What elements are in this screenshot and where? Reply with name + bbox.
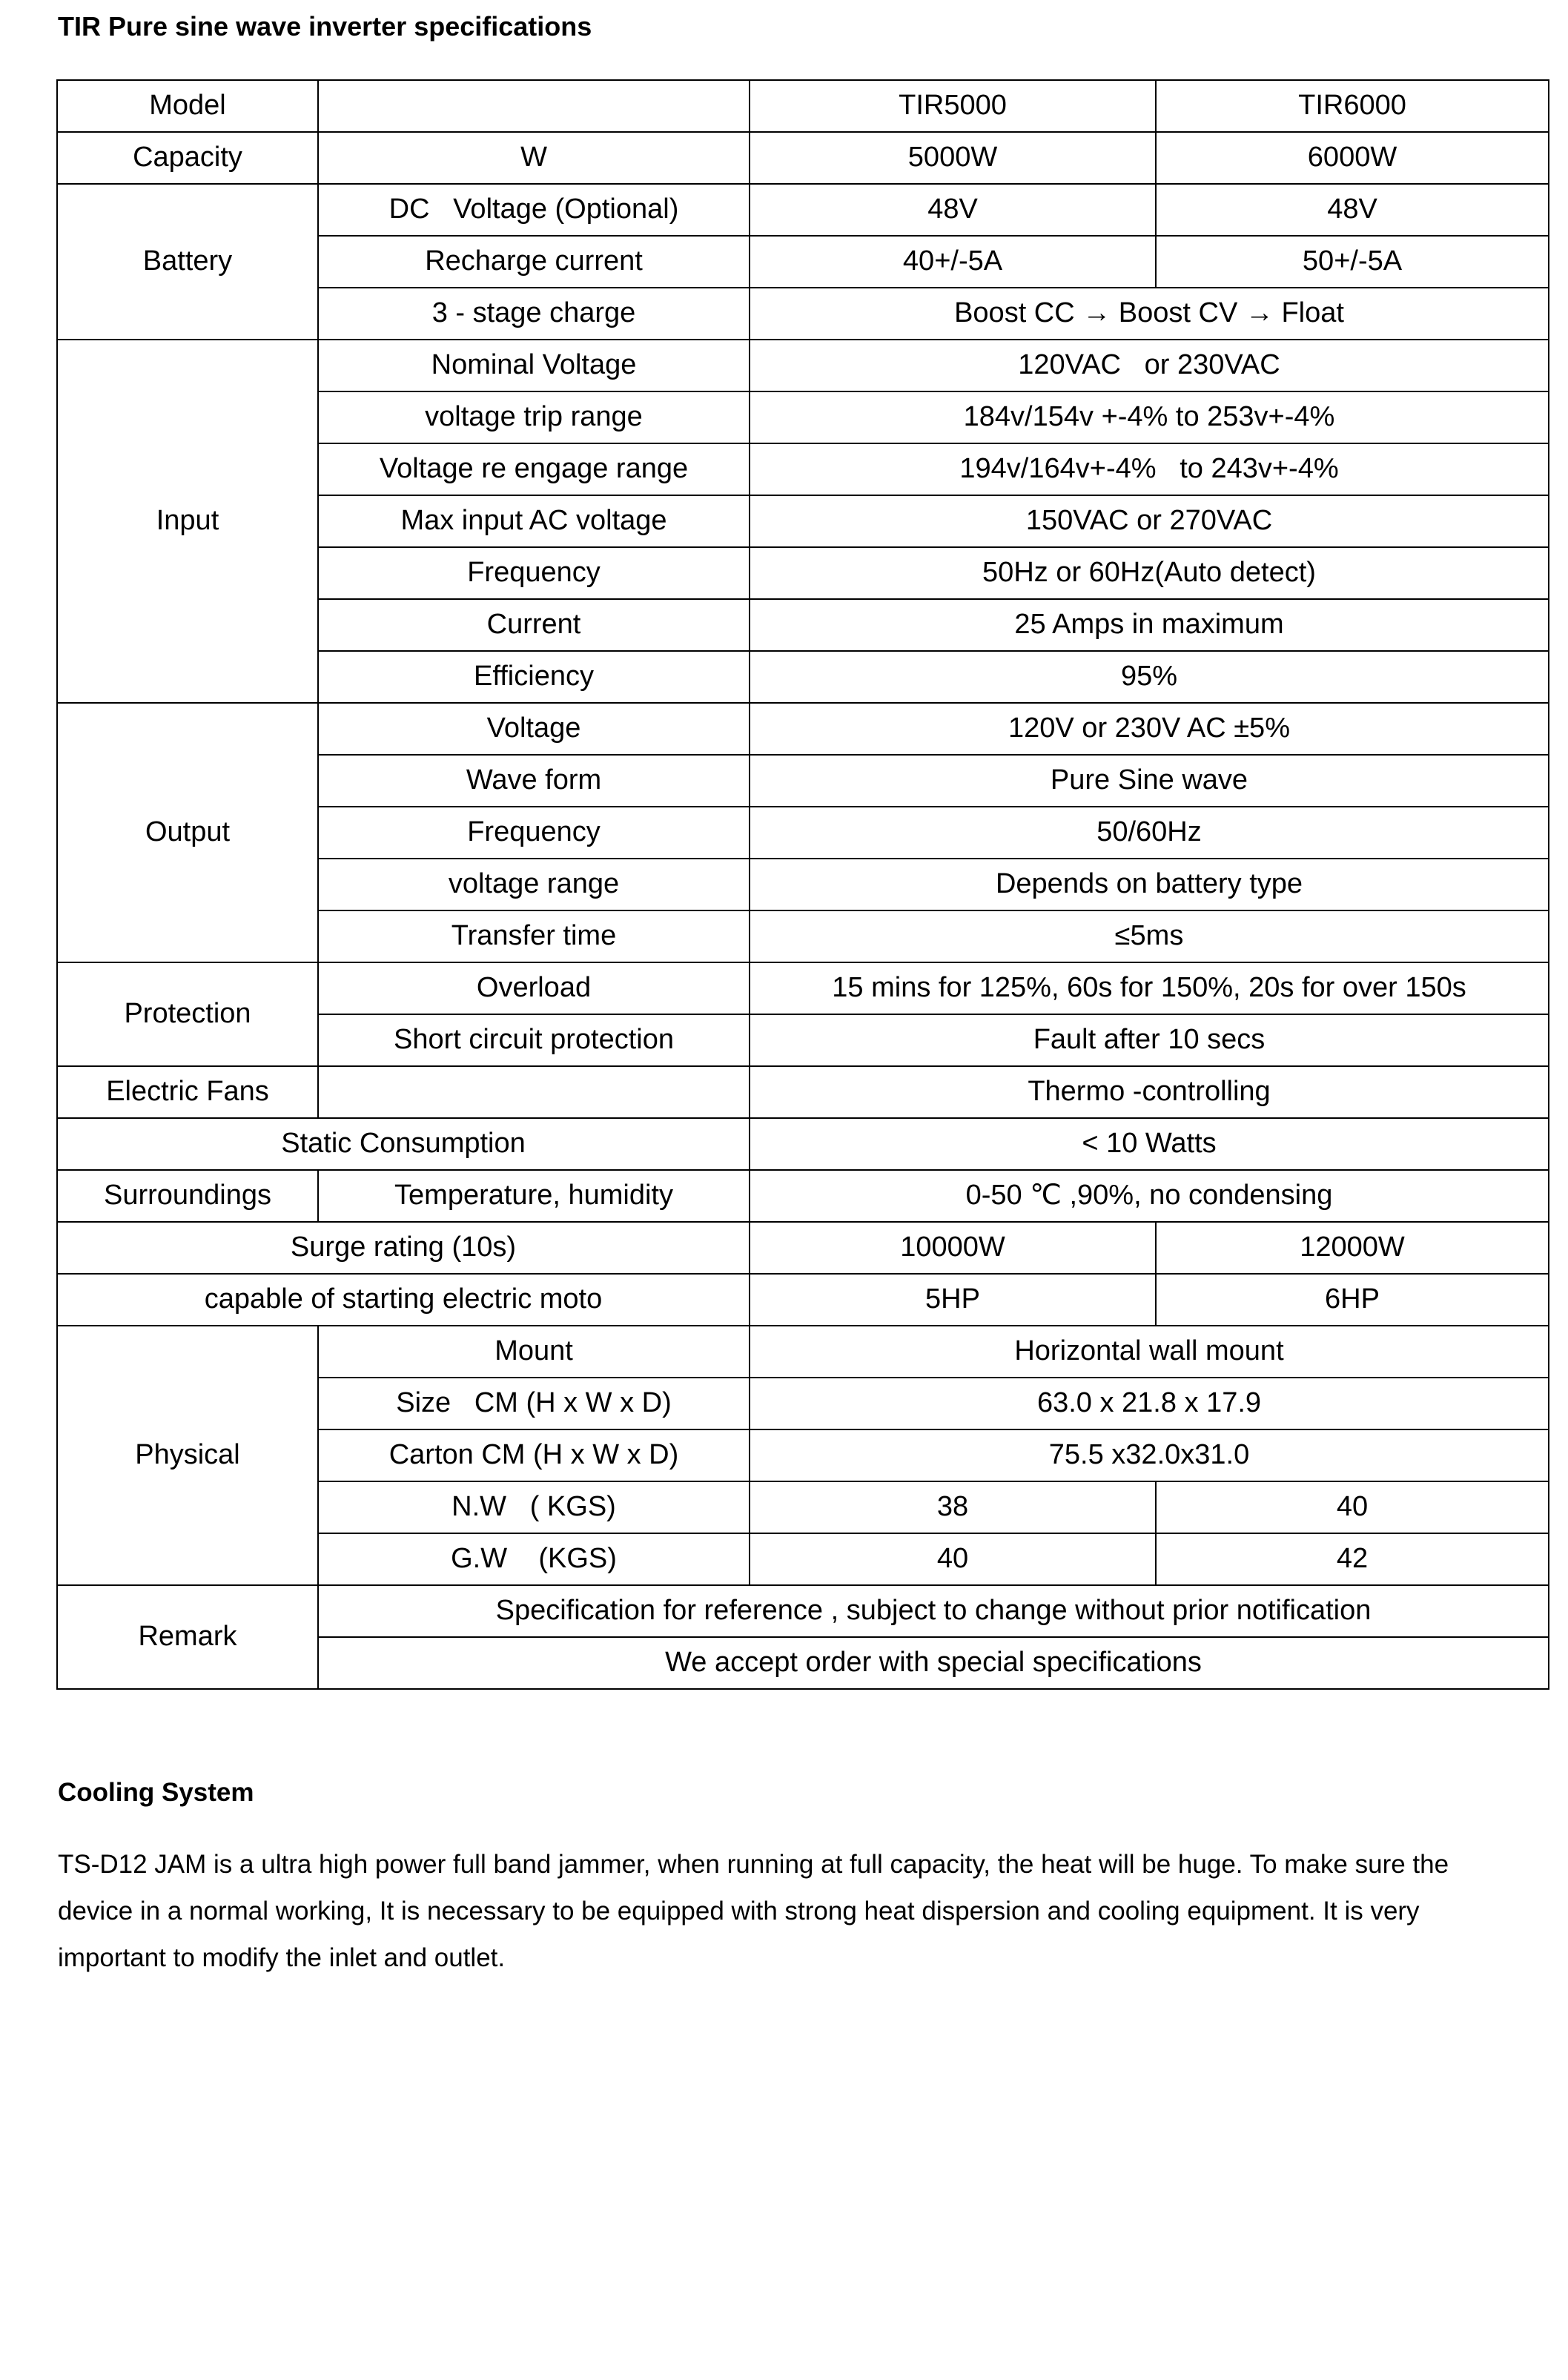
table-cell: 42 [1156, 1533, 1549, 1585]
table-cell: TIR6000 [1156, 80, 1549, 132]
table-cell: 48V [750, 184, 1156, 236]
table-cell: 40 [1156, 1481, 1549, 1533]
table-cell: Efficiency [318, 651, 750, 703]
table-cell: Temperature, humidity [318, 1170, 750, 1222]
table-cell: Max input AC voltage [318, 495, 750, 547]
table-cell: Voltage [318, 703, 750, 755]
table-cell: 120V or 230V AC ±5% [750, 703, 1549, 755]
table-row [57, 962, 1549, 1014]
spec-table-body [57, 80, 1549, 1689]
table-cell: Voltage re engage range [318, 443, 750, 495]
table-cell: Wave form [318, 755, 750, 807]
table-cell: ≤5ms [750, 910, 1549, 962]
table-cell: We accept order with special specifications [318, 1637, 1549, 1689]
table-row [57, 1118, 1549, 1170]
table-cell: 15 mins for 125%, 60s for 150%, 20s for over 150s [750, 962, 1549, 1014]
table-row [57, 184, 1549, 236]
table-cell: Recharge current [318, 236, 750, 288]
table-cell: Frequency [318, 807, 750, 859]
table-cell: 10000W [750, 1222, 1156, 1274]
table-cell: 12000W [1156, 1222, 1549, 1274]
table-cell: 50+/-5A [1156, 236, 1549, 288]
table-row [57, 80, 1549, 132]
table-cell: capable of starting electric moto [57, 1274, 750, 1326]
table-cell: voltage trip range [318, 391, 750, 443]
table-cell: Frequency [318, 547, 750, 599]
table-cell: 5000W [750, 132, 1156, 184]
table-cell: Current [318, 599, 750, 651]
table-row [57, 1326, 1549, 1378]
table-cell: Specification for reference , subject to change without prior notification [318, 1585, 1549, 1637]
table-row [57, 132, 1549, 184]
table-cell: DC Voltage (Optional) [318, 184, 750, 236]
table-cell: 50/60Hz [750, 807, 1549, 859]
table-row [57, 1222, 1549, 1274]
table-cell: 6000W [1156, 132, 1549, 184]
document-title: TIR Pure sine wave inverter specifications [58, 11, 592, 42]
table-cell: Surge rating (10s) [57, 1222, 750, 1274]
table-cell: 3 - stage charge [318, 288, 750, 340]
table-cell: 184v/154v +-4% to 253v+-4% [750, 391, 1549, 443]
table-cell: Static Consumption [57, 1118, 750, 1170]
table-cell: Input [57, 340, 318, 703]
table-cell: 150VAC or 270VAC [750, 495, 1549, 547]
table-cell: Remark [57, 1585, 318, 1689]
table-cell: 120VAC or 230VAC [750, 340, 1549, 391]
table-cell: N.W ( KGS) [318, 1481, 750, 1533]
table-row [57, 703, 1549, 755]
table-cell: 40 [750, 1533, 1156, 1585]
table-cell: 194v/164v+-4% to 243v+-4% [750, 443, 1549, 495]
table-cell: TIR5000 [750, 80, 1156, 132]
table-row [57, 1274, 1549, 1326]
table-cell: Physical [57, 1326, 318, 1585]
table-cell: Pure Sine wave [750, 755, 1549, 807]
table-cell: 0-50 ℃ ,90%, no condensing [750, 1170, 1549, 1222]
table-cell: 75.5 x32.0x31.0 [750, 1429, 1549, 1481]
table-cell: Surroundings [57, 1170, 318, 1222]
cooling-system-heading: Cooling System [58, 1778, 254, 1808]
table-cell: Size CM (H x W x D) [318, 1378, 750, 1429]
table-row [57, 1585, 1549, 1637]
table-cell: 40+/-5A [750, 236, 1156, 288]
table-cell: 48V [1156, 184, 1549, 236]
table-cell: 63.0 x 21.8 x 17.9 [750, 1378, 1549, 1429]
table-cell: 25 Amps in maximum [750, 599, 1549, 651]
cooling-system-paragraph: TS-D12 JAM is a ultra high power full band jammer, when running at full capacity, the heat will be huge. To make sure the device in a normal working, It is necessary to be equipped with strong heat dispersion and cooling equipment. It is very important to modify the inlet and outlet. [58, 1850, 1449, 1973]
table-cell: voltage range [318, 859, 750, 910]
table-cell: Output [57, 703, 318, 962]
table-cell: Capacity [57, 132, 318, 184]
table-cell [318, 80, 750, 132]
table-row [57, 340, 1549, 391]
table-row [57, 1170, 1549, 1222]
table-cell: 6HP [1156, 1274, 1549, 1326]
table-cell: Depends on battery type [750, 859, 1549, 910]
table-cell: 5HP [750, 1274, 1156, 1326]
table-cell: Thermo -controlling [750, 1066, 1549, 1118]
table-cell: G.W (KGS) [318, 1533, 750, 1585]
table-cell: Transfer time [318, 910, 750, 962]
table-cell: Carton CM (H x W x D) [318, 1429, 750, 1481]
table-cell: Boost CC → Boost CV → Float [750, 288, 1549, 340]
table-cell: Fault after 10 secs [750, 1014, 1549, 1066]
spec-table [56, 79, 1549, 1690]
table-cell: 38 [750, 1481, 1156, 1533]
table-cell: Horizontal wall mount [750, 1326, 1549, 1378]
table-cell: Protection [57, 962, 318, 1066]
table-cell: Model [57, 80, 318, 132]
table-cell: Electric Fans [57, 1066, 318, 1118]
table-cell: Mount [318, 1326, 750, 1378]
table-cell [318, 1066, 750, 1118]
table-cell: 95% [750, 651, 1549, 703]
table-cell: Overload [318, 962, 750, 1014]
table-cell: Nominal Voltage [318, 340, 750, 391]
table-cell: 50Hz or 60Hz(Auto detect) [750, 547, 1549, 599]
table-cell: W [318, 132, 750, 184]
table-row [57, 1066, 1549, 1118]
table-cell: Short circuit protection [318, 1014, 750, 1066]
table-cell: < 10 Watts [750, 1118, 1549, 1170]
table-cell: Battery [57, 184, 318, 340]
